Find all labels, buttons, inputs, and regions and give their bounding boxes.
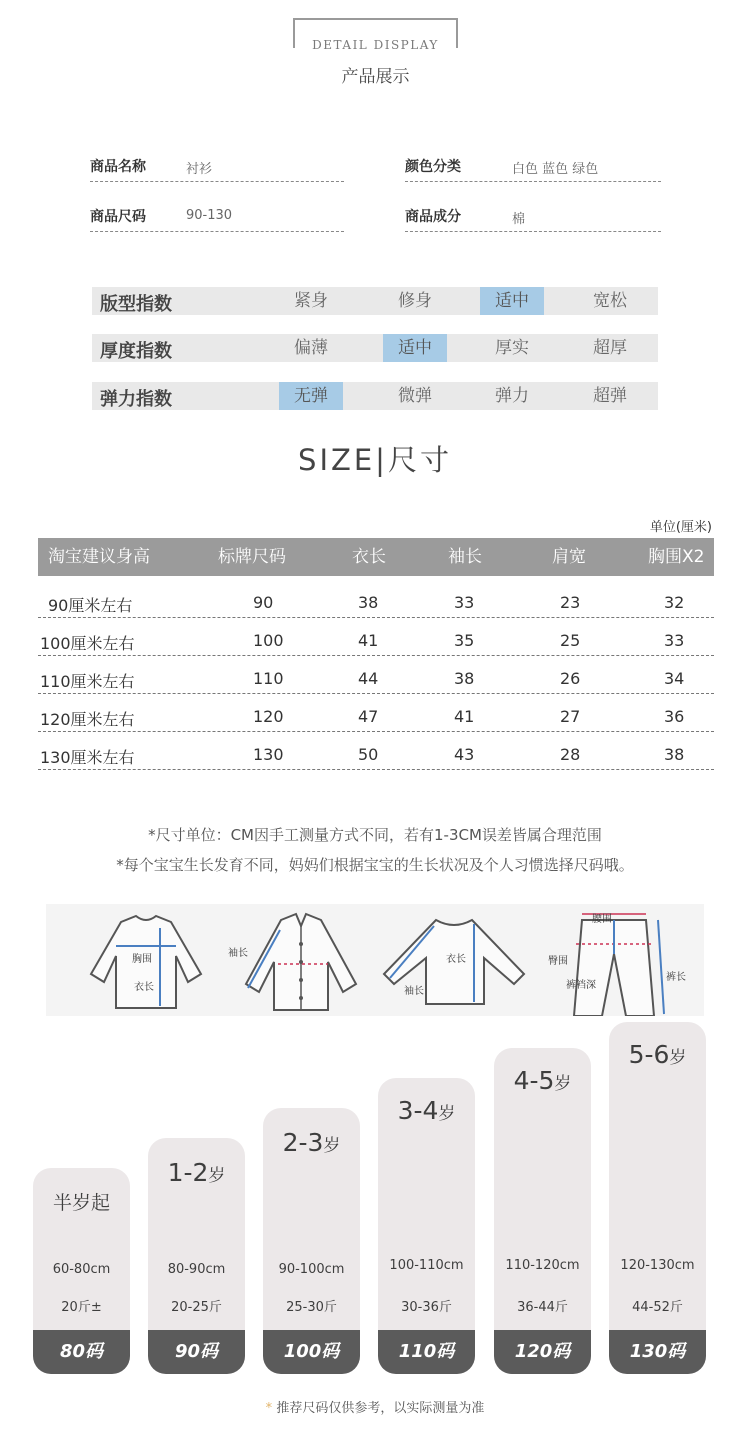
label-hip: 臀围 xyxy=(548,956,568,967)
col-height: 淘宝建议身高 xyxy=(48,547,150,567)
elasticity-index-title: 弹力指数 xyxy=(100,389,172,410)
card-age: 2-3 xyxy=(282,1128,324,1157)
card-age-group xyxy=(494,1066,591,1095)
cell-shoulder: 26 xyxy=(560,669,581,688)
table-row xyxy=(38,694,714,732)
product-name-value: 衬衫 xyxy=(186,162,213,177)
header-english-title: DETAIL DISPLAY xyxy=(312,38,439,52)
fit-index-bar xyxy=(92,287,658,315)
card-size-code: 100码 xyxy=(263,1330,360,1374)
fit-index-title: 版型指数 xyxy=(100,294,172,315)
label-pants-length: 裤长 xyxy=(666,972,686,983)
note-size-choice: *每个宝宝生长发育不同，妈妈们根据宝宝的生长状况及个人习惯选择尺码哦。 xyxy=(116,856,634,874)
cell-height: 130厘米左右 xyxy=(40,748,135,767)
cell-height: 100厘米左右 xyxy=(40,634,135,653)
cell-shoulder: 28 xyxy=(560,745,581,764)
card-age: 5-6 xyxy=(628,1040,670,1069)
card-age-suffix: 岁 xyxy=(323,1136,341,1156)
card-age-suffix: 岁 xyxy=(669,1048,687,1068)
cell-tag-size: 120 xyxy=(253,707,284,726)
cell-sleeve: 38 xyxy=(454,669,475,688)
cell-chest: 34 xyxy=(664,669,685,688)
label-waist: 腰围 xyxy=(592,914,612,925)
table-row xyxy=(38,580,714,618)
footer-star: * xyxy=(265,1401,273,1416)
card-age-suffix: 岁 xyxy=(208,1166,226,1186)
elasticity-index-bar xyxy=(92,382,658,410)
cell-tag-size: 100 xyxy=(253,631,284,650)
col-length: 衣长 xyxy=(352,547,386,567)
size-card-90 xyxy=(148,1138,245,1374)
size-card-110 xyxy=(378,1078,475,1374)
info-color xyxy=(405,154,661,182)
shirt-icon xyxy=(226,904,376,1016)
cell-height: 110厘米左右 xyxy=(40,672,135,691)
cell-length: 47 xyxy=(358,707,379,726)
cell-chest: 32 xyxy=(664,593,685,612)
size-value: 90-130 xyxy=(186,208,233,223)
info-material xyxy=(405,204,661,232)
card-size-code: 80码 xyxy=(33,1330,130,1374)
cell-sleeve: 43 xyxy=(454,745,475,764)
card-age: 半岁起 xyxy=(52,1192,110,1214)
cell-sleeve: 41 xyxy=(454,707,475,726)
cell-tag-size: 110 xyxy=(253,669,284,688)
table-row xyxy=(38,732,714,770)
fit-option-regular: 适中 xyxy=(480,287,544,315)
cell-chest: 33 xyxy=(664,631,685,650)
elasticity-option-none: 无弹 xyxy=(279,382,343,410)
cell-chest: 38 xyxy=(664,745,685,764)
card-weight: 25-30斤 xyxy=(286,1300,337,1315)
card-weight: 20-25斤 xyxy=(171,1300,222,1315)
card-age-group xyxy=(263,1128,360,1157)
info-size xyxy=(90,204,344,232)
elasticity-option-elastic: 弹力 xyxy=(495,386,529,406)
card-height: 100-110cm xyxy=(389,1258,464,1273)
cell-length: 44 xyxy=(358,669,379,688)
card-height: 80-90cm xyxy=(167,1262,226,1277)
pants-icon xyxy=(546,904,696,1016)
card-height: 120-130cm xyxy=(620,1258,695,1273)
card-age-group xyxy=(609,1040,706,1069)
label-sleeve-2: 袖长 xyxy=(404,986,424,997)
col-chest: 胸围X2 xyxy=(648,547,705,567)
footer-note xyxy=(0,1397,750,1416)
cell-height: 90厘米左右 xyxy=(48,596,133,615)
col-shoulder: 肩宽 xyxy=(552,547,586,567)
size-card-130 xyxy=(609,1022,706,1374)
card-age-suffix: 岁 xyxy=(438,1104,456,1124)
label-rise: 裤裆深 xyxy=(566,980,596,991)
elasticity-option-super: 超弹 xyxy=(593,386,627,406)
card-size-code: 90码 xyxy=(148,1330,245,1374)
cell-sleeve: 33 xyxy=(454,593,475,612)
cell-sleeve: 35 xyxy=(454,631,475,650)
card-size-code: 110码 xyxy=(378,1330,475,1374)
cell-length: 50 xyxy=(358,745,379,764)
card-age: 1-2 xyxy=(167,1158,209,1187)
cell-shoulder: 27 xyxy=(560,707,581,726)
color-label: 颜色分类 xyxy=(405,159,461,175)
size-card-80 xyxy=(33,1168,130,1374)
fit-option-loose: 宽松 xyxy=(593,291,627,311)
card-weight: 36-44斤 xyxy=(517,1300,568,1315)
size-card-120 xyxy=(494,1048,591,1374)
unit-label: 单位(厘米) xyxy=(649,520,712,535)
card-age-group xyxy=(148,1158,245,1187)
color-value: 白色 蓝色 绿色 xyxy=(512,162,599,177)
label-length-2: 衣长 xyxy=(446,954,466,965)
table-row xyxy=(38,656,714,694)
col-sleeve: 袖长 xyxy=(448,547,482,567)
note-measurement-error: *尺寸单位：CM因手工测量方式不同，若有1-3CM误差皆属合理范围 xyxy=(148,826,602,844)
card-size-code: 130码 xyxy=(609,1330,706,1374)
card-height: 90-100cm xyxy=(278,1262,345,1277)
product-name-label: 商品名称 xyxy=(90,159,146,175)
cell-tag-size: 130 xyxy=(253,745,284,764)
info-product-name xyxy=(90,154,344,182)
card-age: 4-5 xyxy=(513,1066,555,1095)
card-age: 3-4 xyxy=(397,1096,439,1125)
cell-shoulder: 25 xyxy=(560,631,581,650)
label-length-1: 衣长 xyxy=(134,982,154,993)
thickness-option-thick: 厚实 xyxy=(495,338,529,358)
card-height: 110-120cm xyxy=(505,1258,580,1273)
thickness-index-title: 厚度指数 xyxy=(100,341,172,362)
elasticity-option-slight: 微弹 xyxy=(398,386,432,406)
card-age-suffix: 岁 xyxy=(554,1074,572,1094)
label-sleeve-1: 袖长 xyxy=(228,948,248,959)
fit-option-slim: 修身 xyxy=(398,291,432,311)
cell-length: 41 xyxy=(358,631,379,650)
measurement-illustration xyxy=(46,904,704,1016)
size-label: 商品尺码 xyxy=(90,209,146,225)
card-age-group xyxy=(378,1096,475,1125)
card-size-code: 120码 xyxy=(494,1330,591,1374)
card-weight: 44-52斤 xyxy=(632,1300,683,1315)
thickness-option-extra-thick: 超厚 xyxy=(593,338,627,358)
cell-length: 38 xyxy=(358,593,379,612)
cell-tag-size: 90 xyxy=(253,593,274,612)
size-section-title: SIZE|尺寸 xyxy=(298,443,452,477)
material-label: 商品成分 xyxy=(405,209,461,225)
cell-shoulder: 23 xyxy=(560,593,581,612)
size-table-header xyxy=(38,538,714,576)
footer-text: 推荐尺码仅供参考，以实际测量为准 xyxy=(276,1401,485,1416)
fit-option-tight: 紧身 xyxy=(294,291,328,311)
material-value: 棉 xyxy=(512,212,526,227)
label-chest: 胸围 xyxy=(132,954,152,965)
card-weight: 30-36斤 xyxy=(401,1300,452,1315)
card-weight: 20斤± xyxy=(61,1300,102,1315)
col-tag-size: 标牌尺码 xyxy=(218,547,286,567)
thickness-option-thin: 偏薄 xyxy=(294,338,328,358)
cell-chest: 36 xyxy=(664,707,685,726)
size-card-100 xyxy=(263,1108,360,1374)
table-row xyxy=(38,618,714,656)
thickness-option-medium: 适中 xyxy=(383,334,447,362)
cell-height: 120厘米左右 xyxy=(40,710,135,729)
card-height: 60-80cm xyxy=(52,1262,111,1277)
thickness-index-bar xyxy=(92,334,658,362)
header-chinese-title: 产品展示 xyxy=(341,67,410,87)
